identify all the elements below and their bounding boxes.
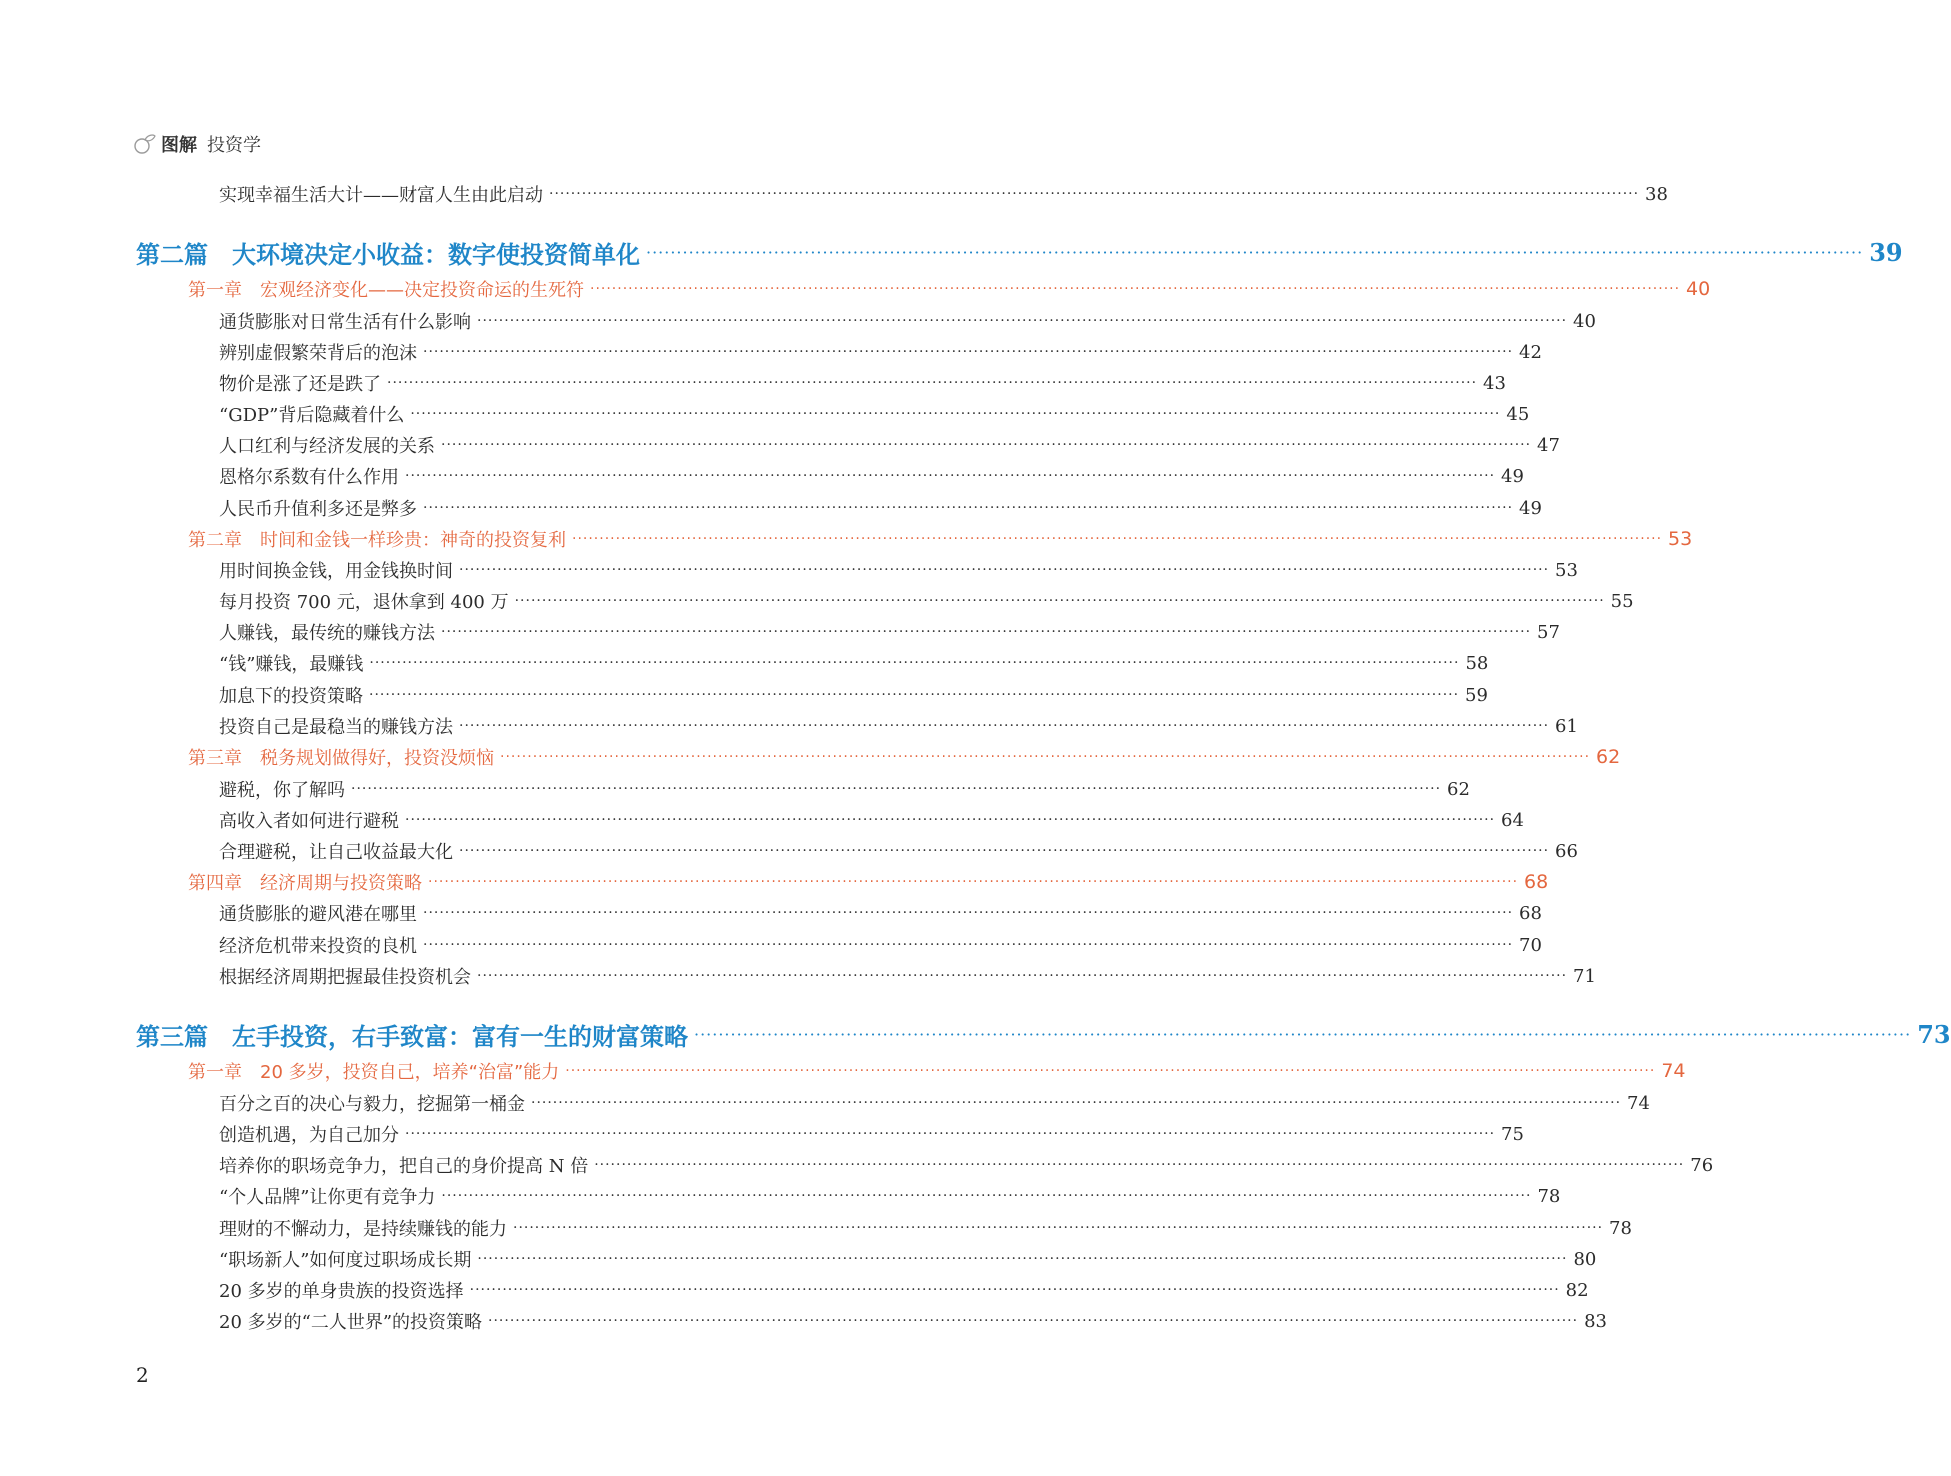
toc-page-number: 57 [1537, 621, 1560, 643]
dot-leader: ········································································································································································································ [441, 1188, 1532, 1204]
dot-leader: ········································································································································································································ [477, 1251, 1568, 1267]
page-number: 2 [136, 1363, 149, 1387]
toc-page-number: 45 [1506, 403, 1530, 425]
toc-entry-title: “职场新人”如何度过职场成长期 [219, 1250, 472, 1271]
toc-page-number: 75 [1501, 1123, 1524, 1145]
toc-page-number: 49 [1519, 497, 1542, 519]
toc-chapter-title: 第三章 税务规划做得好，投资没烦恼 [188, 748, 494, 769]
toc-entry-title: 人赚钱，最传统的赚钱方法 [219, 623, 435, 644]
toc-entry[interactable] [219, 1307, 1607, 1335]
toc-entry-title: 加息下的投资策略 [219, 686, 363, 707]
dot-leader: ········································································································································································································ [459, 718, 1550, 734]
dot-leader: ········································································································································································································ [405, 1126, 1496, 1142]
dot-leader: ········································································································································································································ [423, 905, 1514, 921]
toc-entry[interactable] [219, 837, 1578, 865]
dot-leader: ········································································································································································································ [477, 968, 1568, 984]
toc-entry-title: 通货膨胀对日常生活有什么影响 [219, 312, 471, 333]
toc-entry[interactable] [219, 338, 1542, 366]
toc-chapter[interactable] [188, 868, 1549, 896]
toc-entry-title: 20 多岁的“二人世界”的投资策略 [219, 1312, 483, 1333]
toc-chapter[interactable] [188, 743, 1621, 771]
toc-entry-title: 恩格尔系数有什么作用 [219, 467, 399, 488]
toc-chapter-title: 第一章 20 多岁，投资自己，培养“治富”能力 [188, 1062, 560, 1083]
dot-leader: ········································································································································································································ [423, 344, 1514, 360]
dot-leader: ········································································································································································································ [514, 593, 1605, 609]
toc-chapter-title: 第二章 时间和金钱一样珍贵：神奇的投资复利 [188, 530, 566, 551]
coin-leaf-icon [133, 133, 157, 155]
toc-page-number: 82 [1565, 1279, 1589, 1301]
toc-entry[interactable] [219, 369, 1506, 397]
toc-entry-title: 通货膨胀的避风港在哪里 [219, 904, 417, 925]
toc-page-number: 83 [1584, 1310, 1607, 1332]
toc-page-number: 43 [1483, 372, 1506, 394]
toc-entry[interactable] [219, 775, 1470, 803]
dot-leader: ········································································································································································································ [428, 874, 1519, 890]
toc-entry-title: 20 多岁的单身贵族的投资选择 [219, 1281, 464, 1302]
toc-part[interactable] [136, 234, 1903, 270]
toc-entry[interactable] [219, 712, 1578, 740]
toc-chapter[interactable] [188, 1057, 1686, 1085]
toc-page-number: 40 [1573, 310, 1596, 332]
toc-entry[interactable] [219, 1214, 1632, 1242]
toc-page-number: 73 [1917, 1019, 1951, 1049]
toc-page-number: 68 [1519, 902, 1542, 924]
toc-page-number: 53 [1668, 528, 1693, 550]
toc-page-number: 68 [1524, 871, 1549, 893]
dot-leader: ········································································································································································································ [590, 281, 1681, 297]
toc-page-number: 62 [1596, 746, 1621, 768]
toc-chapter-title: 第一章 宏观经济变化——决定投资命运的生死符 [188, 280, 584, 301]
toc-entry[interactable] [219, 899, 1542, 927]
toc-entry-title: 创造机遇，为自己加分 [219, 1125, 399, 1146]
toc-entry[interactable] [219, 1182, 1561, 1210]
toc-page-number: 53 [1555, 559, 1578, 581]
running-header [133, 131, 261, 157]
dot-leader: ········································································································································································································ [369, 655, 1460, 671]
toc-page-number: 58 [1465, 652, 1489, 674]
toc-entry[interactable] [219, 180, 1668, 208]
toc-part[interactable] [136, 1016, 1951, 1052]
toc-page-number: 76 [1690, 1154, 1714, 1176]
toc-page-number: 62 [1447, 778, 1470, 800]
toc-entry-title: “个人品牌”让你更有竞争力 [219, 1187, 436, 1208]
toc-page-number: 80 [1573, 1248, 1597, 1270]
dot-leader: ········································································································································································································ [423, 500, 1514, 516]
toc-entry[interactable] [219, 931, 1542, 959]
toc-part-title: 第三篇 左手投资，右手致富：富有一生的财富策略 [136, 1021, 688, 1051]
toc-entry[interactable] [219, 681, 1488, 709]
dot-leader: ········································································································································································································ [423, 937, 1514, 953]
toc-entry-title: 投资自己是最稳当的赚钱方法 [219, 717, 453, 738]
toc-entry[interactable] [219, 649, 1489, 677]
dot-leader: ········································································································································································································ [387, 375, 1478, 391]
toc-page-number: 61 [1555, 715, 1578, 737]
toc-entry-title: 高收入者如何进行避税 [219, 811, 399, 832]
toc-entry[interactable] [219, 618, 1560, 646]
toc-entry-title: 理财的不懈动力，是持续赚钱的能力 [219, 1219, 507, 1240]
toc-entry[interactable] [219, 1245, 1597, 1273]
toc-page-number: 55 [1610, 590, 1634, 612]
dot-leader: ········································································································································································································ [531, 1095, 1622, 1111]
toc-entry[interactable] [219, 307, 1596, 335]
toc-entry-title: 每月投资 700 元，退休拿到 400 万 [219, 592, 509, 613]
toc-part-title: 第二篇 大环境决定小收益：数字使投资简单化 [136, 239, 640, 269]
toc-entry[interactable] [219, 587, 1634, 615]
dot-leader: ········································································································································································································ [594, 1157, 1685, 1173]
toc-entry[interactable] [219, 962, 1596, 990]
toc-entry[interactable] [219, 431, 1560, 459]
toc-entry[interactable] [219, 462, 1524, 490]
toc-page-number: 64 [1501, 809, 1524, 831]
dot-leader: ········································································································································································································ [513, 1220, 1604, 1236]
toc-entry[interactable] [219, 1276, 1589, 1304]
toc-page-number: 74 [1627, 1092, 1650, 1114]
dot-leader: ········································································································································································································ [441, 624, 1532, 640]
toc-entry-title: 用时间换金钱，用金钱换时间 [219, 561, 453, 582]
dot-leader: ········································································································································································································ [459, 843, 1550, 859]
toc-entry[interactable] [219, 556, 1578, 584]
toc-page-number: 74 [1661, 1060, 1686, 1082]
dot-leader: ········································································································································································································ [459, 562, 1550, 578]
dot-leader: ········································································································································································································ [694, 1024, 1912, 1044]
toc-entry[interactable] [219, 494, 1542, 522]
dot-leader: ········································································································································································································ [646, 242, 1864, 262]
toc-chapter[interactable] [188, 275, 1711, 303]
toc-entry[interactable] [219, 400, 1530, 428]
toc-chapter[interactable] [188, 525, 1693, 553]
toc-page-number: 49 [1501, 465, 1524, 487]
toc-page-number: 70 [1519, 934, 1542, 956]
toc-entry-title: 合理避税，让自己收益最大化 [219, 842, 453, 863]
toc-entry[interactable] [219, 806, 1524, 834]
toc-page-number: 59 [1465, 684, 1488, 706]
dot-leader: ········································································································································································································ [410, 406, 1501, 422]
dot-leader: ········································································································································································································ [572, 531, 1663, 547]
toc-page-number: 66 [1555, 840, 1578, 862]
dot-leader: ········································································································································································································ [549, 186, 1640, 202]
toc-page-number: 38 [1645, 183, 1668, 205]
dot-leader: ········································································································································································································ [565, 1063, 1656, 1079]
toc-page-number: 47 [1537, 434, 1560, 456]
toc-entry-title: 人民币升值利多还是弊多 [219, 499, 417, 520]
dot-leader: ········································································································································································································ [469, 1282, 1560, 1298]
toc-entry[interactable] [219, 1151, 1714, 1179]
toc-entry-title: 物价是涨了还是跌了 [219, 374, 381, 395]
toc-entry[interactable] [219, 1089, 1650, 1117]
dot-leader: ········································································································································································································ [351, 781, 1442, 797]
header-title: 投资学 [207, 135, 261, 156]
toc-entry-title: 百分之百的决心与毅力，挖掘第一桶金 [219, 1094, 525, 1115]
toc-entry-title: 人口红利与经济发展的关系 [219, 436, 435, 457]
toc-entry-title: 实现幸福生活大计——财富人生由此启动 [219, 185, 543, 206]
toc-page-number: 42 [1519, 341, 1542, 363]
toc-entry-title: 避税，你了解吗 [219, 780, 345, 801]
toc-entry-title: 经济危机带来投资的良机 [219, 936, 417, 957]
dot-leader: ········································································································································································································ [369, 687, 1460, 703]
dot-leader: ········································································································································································································ [488, 1313, 1579, 1329]
dot-leader: ········································································································································································································ [405, 812, 1496, 828]
toc-entry-title: 根据经济周期把握最佳投资机会 [219, 967, 471, 988]
dot-leader: ········································································································································································································ [405, 468, 1496, 484]
header-brand: 图解 [161, 135, 197, 156]
toc-page-number: 78 [1537, 1185, 1561, 1207]
toc-chapter-title: 第四章 经济周期与投资策略 [188, 873, 422, 894]
toc-page-number: 71 [1573, 965, 1596, 987]
toc-entry[interactable] [219, 1120, 1524, 1148]
toc-entry-title: “钱”赚钱，最赚钱 [219, 654, 364, 675]
toc-page-number: 39 [1869, 237, 1903, 267]
toc-entry-title: “GDP”背后隐藏着什么 [219, 405, 405, 426]
toc-entry-title: 辨别虚假繁荣背后的泡沫 [219, 343, 417, 364]
dot-leader: ········································································································································································································ [477, 313, 1568, 329]
dot-leader: ········································································································································································································ [500, 749, 1591, 765]
toc-entry-title: 培养你的职场竞争力，把自己的身价提高 N 倍 [219, 1156, 589, 1177]
toc-page-number: 40 [1686, 278, 1711, 300]
dot-leader: ········································································································································································································ [441, 437, 1532, 453]
toc-page-number: 78 [1609, 1217, 1632, 1239]
